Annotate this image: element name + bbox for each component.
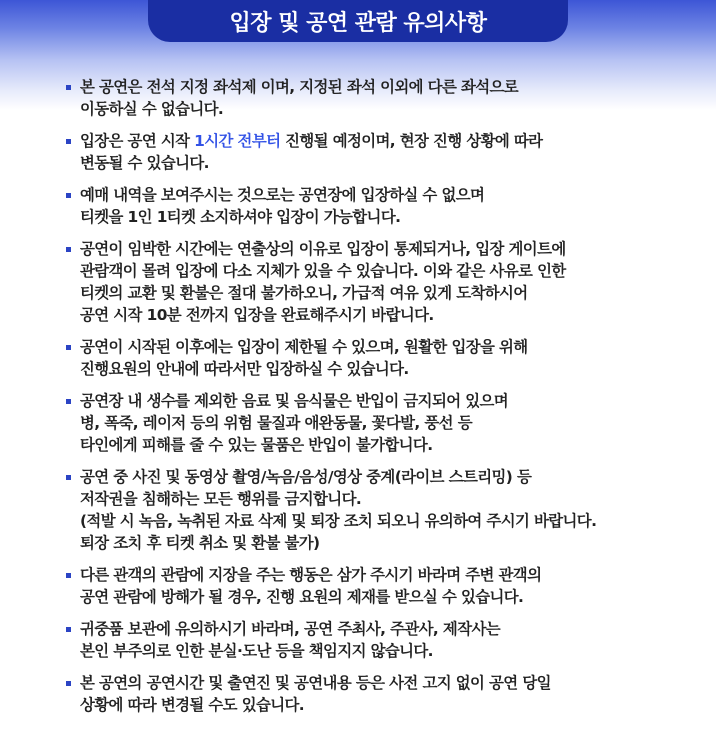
notice-text: 진행될 예정이며, 현장 진행 상황에 따라 [280,132,543,150]
notice-line: 상황에 따라 변경될 수도 있습니다. [80,696,305,714]
notice-item [58,618,698,662]
notice-line: 다른 관객의 관람에 지장을 주는 행동은 삼가 주시기 바라며 주변 관객의 [80,566,542,584]
notice-line: (적발 시 녹음, 녹취된 자료 삭제 및 퇴장 조치 되오니 유의하여 주시기 바랍니다. [80,512,597,530]
bullet-icon [66,139,71,144]
notice-line: 저작권을 침해하는 모든 행위를 금지합니다. [80,490,362,508]
notice-text: 입장은 공연 시작 [80,132,195,150]
notice-line: 공연장 내 생수를 제외한 음료 및 음식물은 반입이 금지되어 있으며 [80,392,509,410]
notice-item [58,336,698,380]
notice-item [58,238,698,326]
page-title: 입장 및 공연 관람 유의사항 [148,0,568,42]
bullet-icon [66,399,71,404]
notice-item [58,184,698,228]
bullet-icon [66,573,71,578]
bullet-icon [66,681,71,686]
notice-item [58,672,698,716]
notice-line: 티켓의 교환 및 환불은 절대 불가하오니, 가급적 여유 있게 도착하시어 [80,284,528,302]
notice-line: 퇴장 조치 후 티켓 취소 및 환불 불가) [80,534,320,552]
bullet-icon [66,85,71,90]
notice-line: 이동하실 수 없습니다. [80,100,224,118]
bullet-icon [66,345,71,350]
notice-line: 공연 중 사진 및 동영상 촬영/녹음/음성/영상 중계(라이브 스트리밍) 등 [80,468,532,486]
notice-line: 본 공연의 공연시간 및 출연진 및 공연내용 등은 사전 고지 없이 공연 당일 [80,674,551,692]
bullet-icon [66,627,71,632]
notice-line: 공연 시작 10분 전까지 입장을 완료해주시기 바랍니다. [80,306,434,324]
notice-line: 공연이 시작된 이후에는 입장이 제한될 수 있으며, 원활한 입장을 위해 [80,338,528,356]
notice-line: 타인에게 피해를 줄 수 있는 물품은 반입이 불가합니다. [80,436,433,454]
notice-line: 진행요원의 안내에 따라서만 입장하실 수 있습니다. [80,360,409,378]
notice-item [58,130,698,174]
highlight-text: 1시간 전부터 [194,132,281,150]
bullet-icon [66,475,71,480]
notice-line: 공연이 임박한 시간에는 연출상의 이유로 입장이 통제되거나, 입장 게이트에 [80,240,566,258]
notice-list [58,76,698,726]
notice-line: 귀중품 보관에 유의하시기 바라며, 공연 주최사, 주관사, 제작사는 [80,620,500,638]
bullet-icon [66,193,71,198]
notice-line: 병, 폭죽, 레이저 등의 위험 물질과 애완동물, 꽃다발, 풍선 등 [80,414,472,432]
notice-line: 본인 부주의로 인한 분실·도난 등을 책임지지 않습니다. [80,642,433,660]
notice-item [58,466,698,554]
notice-item [58,564,698,608]
notice-line: 예매 내역을 보여주시는 것으로는 공연장에 입장하실 수 없으며 [80,186,485,204]
notice-line [80,130,698,152]
notice-line: 공연 관람에 방해가 될 경우, 진행 요원의 제재를 받으실 수 있습니다. [80,588,524,606]
notice-item [58,390,698,456]
notice-line: 티켓을 1인 1티켓 소지하셔야 입장이 가능합니다. [80,208,401,226]
bullet-icon [66,247,71,252]
notice-line: 변동될 수 있습니다. [80,154,209,172]
notice-line: 관람객이 몰려 입장에 다소 지체가 있을 수 있습니다. 이와 같은 사유로 인한 [80,262,566,280]
notice-line: 본 공연은 전석 지정 좌석제 이며, 지정된 좌석 이외에 다른 좌석으로 [80,78,519,96]
notice-item [58,76,698,120]
